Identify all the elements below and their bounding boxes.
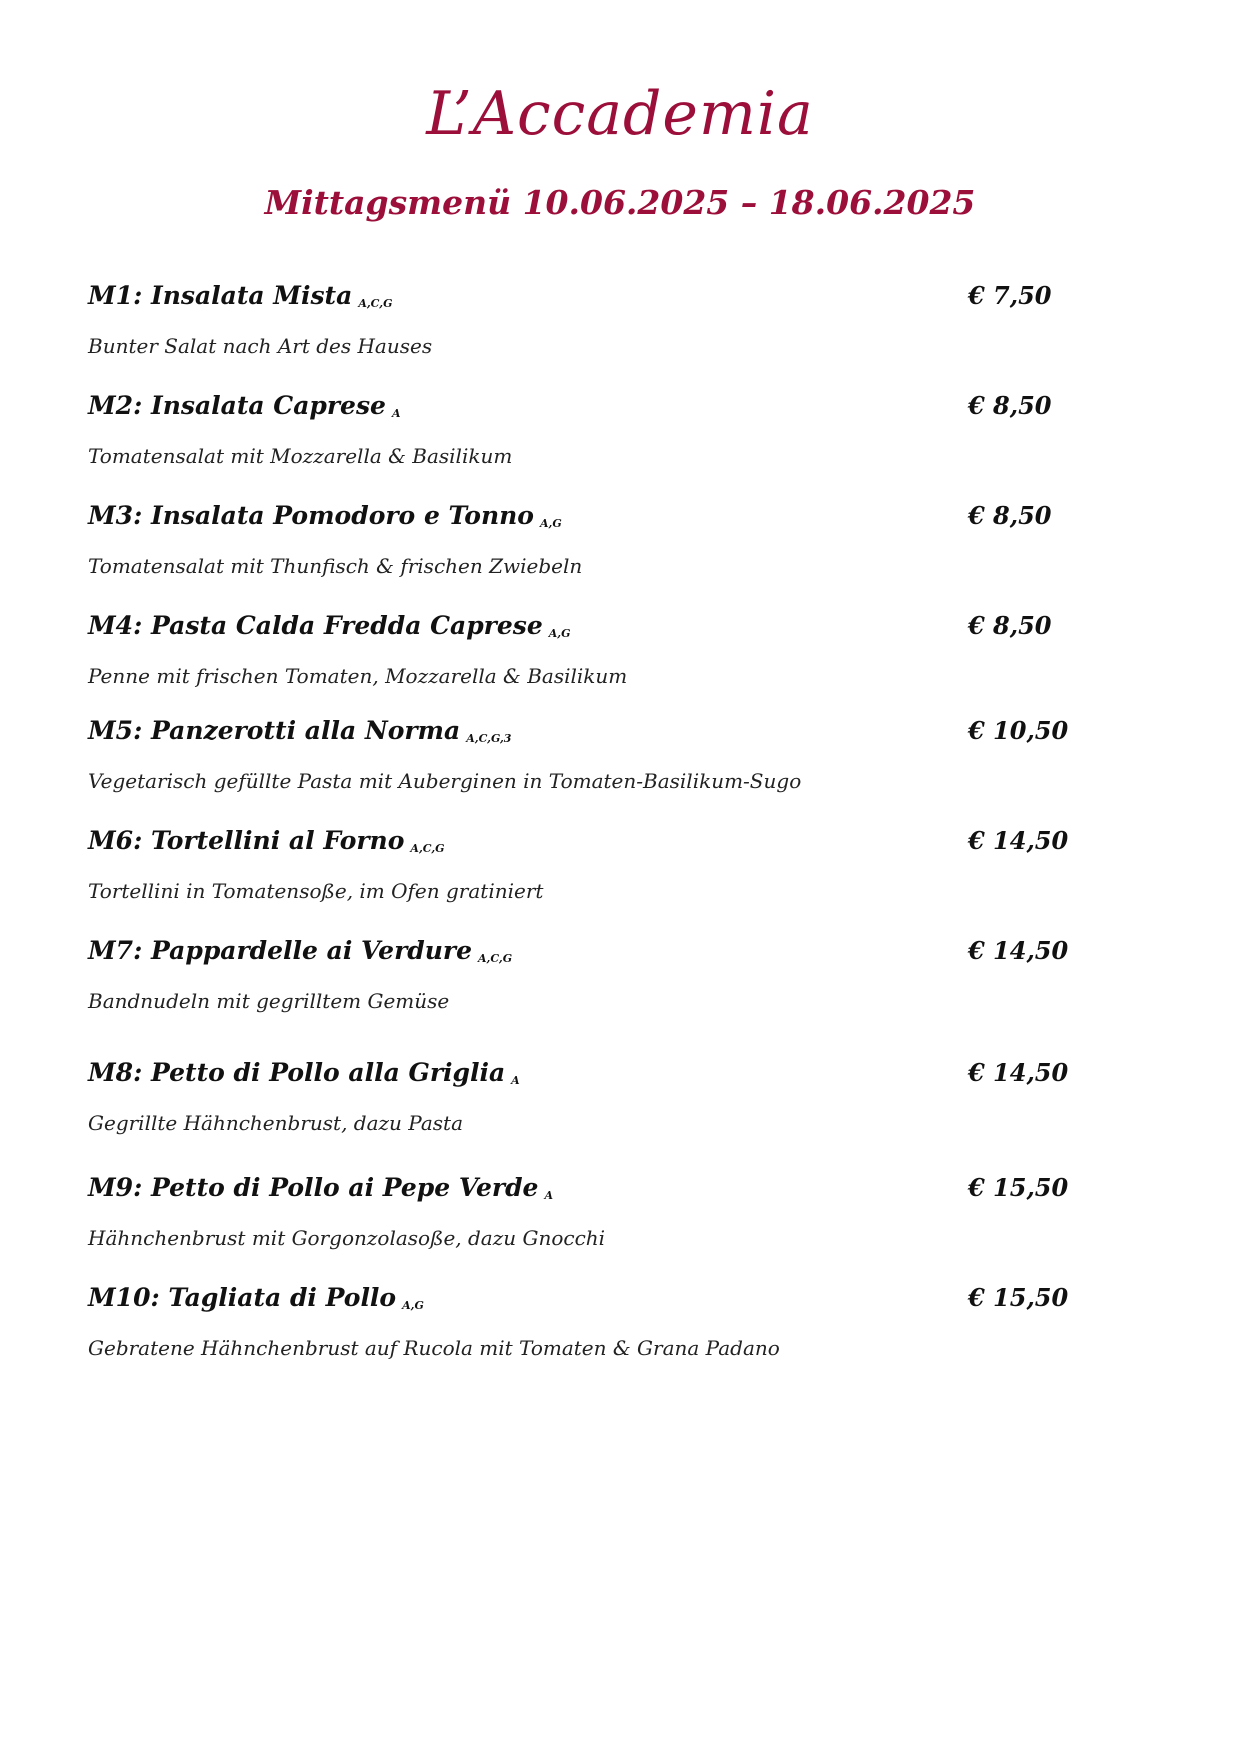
menu-item xyxy=(88,276,1068,372)
menu-subtitle: Mittagsmenü 10.06.2025 – 18.06.2025 xyxy=(264,183,976,222)
menu-item xyxy=(88,386,1068,482)
restaurant-title: L’Accademia xyxy=(426,79,814,149)
menu-item xyxy=(88,711,1068,807)
menu-item xyxy=(88,1168,1068,1264)
item-description: Gegrillte Hähnchenbrust, dazu Pasta xyxy=(88,1111,463,1135)
item-description: Penne mit frischen Tomaten, Mozzarella & Basilikum xyxy=(88,664,628,688)
item-price: € 15,50 xyxy=(968,1173,1069,1202)
allergen-codes: A,G xyxy=(548,627,571,640)
item-price: € 14,50 xyxy=(968,826,1069,855)
item-code: M10: xyxy=(88,1283,160,1312)
item-description: Hähnchenbrust mit Gorgonzolasoße, dazu Gnocchi xyxy=(88,1226,606,1250)
item-name-line xyxy=(88,931,512,971)
item-price: € 10,50 xyxy=(968,716,1069,745)
menu-item xyxy=(88,1053,1068,1149)
menu-item xyxy=(88,931,1068,1027)
item-description: Tomatensalat mit Thunfisch & frischen Zwiebeln xyxy=(88,554,583,578)
item-code: M5: xyxy=(88,716,143,745)
menu-item xyxy=(88,1278,1068,1374)
item-code: M3: xyxy=(88,501,143,530)
item-name-line xyxy=(88,276,392,316)
item-name-line xyxy=(88,386,401,426)
item-code: M6: xyxy=(88,826,143,855)
item-code: M9: xyxy=(88,1173,143,1202)
allergen-codes: A,C,G xyxy=(358,297,393,310)
item-name: Insalata Pomodoro e Tonno xyxy=(151,501,534,530)
allergen-codes: A,G xyxy=(402,1299,424,1312)
item-name: Petto di Pollo ai Pepe Verde xyxy=(151,1173,539,1202)
allergen-codes: A xyxy=(391,407,401,420)
item-description: Vegetarisch gefüllte Pasta mit Auberginen in Tomaten-Basilikum-Sugo xyxy=(88,769,802,793)
item-name: Petto di Pollo alla Griglia xyxy=(151,1058,506,1087)
item-name-line xyxy=(88,1168,553,1208)
item-code: M8: xyxy=(88,1058,143,1087)
item-name: Pasta Calda Fredda Caprese xyxy=(151,611,543,640)
item-description: Gebratene Hähnchenbrust auf Rucola mit Tomaten & Grana Padano xyxy=(88,1336,780,1360)
item-name-line xyxy=(88,606,571,646)
item-price: € 14,50 xyxy=(968,936,1069,965)
item-price: € 15,50 xyxy=(968,1283,1069,1312)
item-price: € 14,50 xyxy=(968,1058,1069,1087)
item-name-line xyxy=(88,821,445,861)
item-code: M1: xyxy=(88,281,143,310)
item-name-line xyxy=(88,1278,424,1318)
menu-item xyxy=(88,606,1068,702)
item-price: € 7,50 xyxy=(968,281,1052,310)
item-description: Tomatensalat mit Mozzarella & Basilikum xyxy=(88,444,513,468)
item-name: Insalata Mista xyxy=(151,281,353,310)
menu-item xyxy=(88,496,1068,592)
item-name-line xyxy=(88,711,511,751)
allergen-codes: A xyxy=(544,1189,554,1202)
item-name-line xyxy=(88,1053,520,1093)
item-name-line xyxy=(88,496,562,536)
item-description: Tortellini in Tomatensoße, im Ofen gratiniert xyxy=(88,879,544,903)
allergen-codes: A,C,G xyxy=(410,842,445,855)
item-name: Tortellini al Forno xyxy=(151,826,405,855)
item-name: Pappardelle ai Verdure xyxy=(151,936,472,965)
item-code: M7: xyxy=(88,936,143,965)
item-name: Tagliata di Pollo xyxy=(168,1283,397,1312)
item-description: Bandnudeln mit gegrilltem Gemüse xyxy=(88,989,450,1013)
item-name: Panzerotti alla Norma xyxy=(151,716,461,745)
menu-item xyxy=(88,821,1068,917)
allergen-codes: A,C,G xyxy=(477,952,513,965)
allergen-codes: A xyxy=(511,1074,520,1087)
allergen-codes: A,G xyxy=(540,517,562,530)
item-price: € 8,50 xyxy=(968,611,1052,640)
item-code: M2: xyxy=(88,391,143,420)
allergen-codes: A,C,G,3 xyxy=(466,732,512,745)
item-price: € 8,50 xyxy=(968,501,1052,530)
item-code: M4: xyxy=(88,611,143,640)
item-description: Bunter Salat nach Art des Hauses xyxy=(88,334,433,358)
item-name: Insalata Caprese xyxy=(151,391,386,420)
item-price: € 8,50 xyxy=(968,391,1052,420)
